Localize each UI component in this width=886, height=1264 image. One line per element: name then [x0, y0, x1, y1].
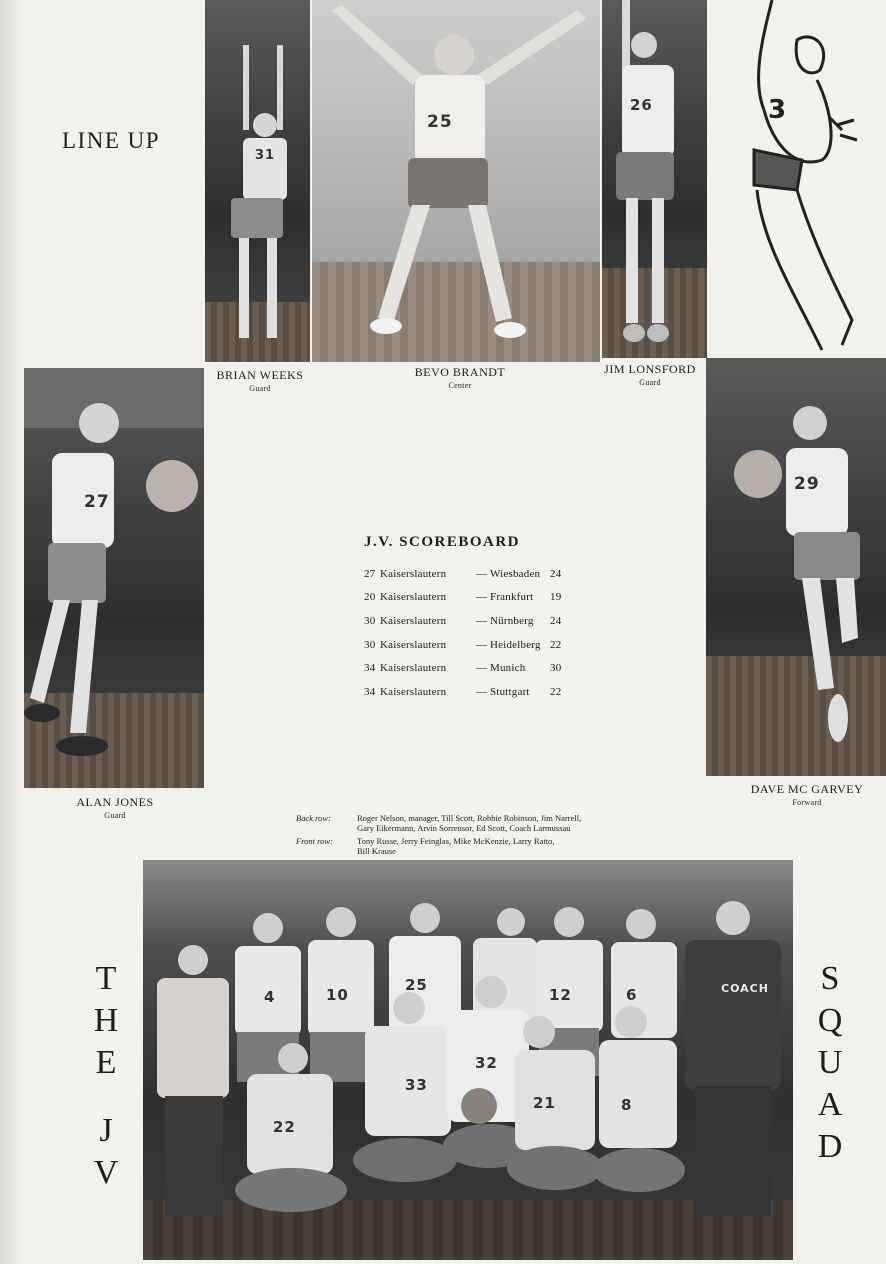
vertical-letter: H: [93, 1002, 119, 1039]
caption-brian-weeks: [210, 369, 310, 395]
roster-back-row: [296, 814, 676, 834]
score-row: [364, 686, 561, 698]
jersey-number: 8: [621, 1096, 633, 1114]
home-team: Kaiserslautern: [380, 686, 447, 698]
home-team: Kaiserslautern: [380, 568, 447, 580]
dash: —: [476, 686, 488, 698]
caption-bevo-brandt: [400, 366, 520, 392]
home-team: Kaiserslautern: [380, 662, 447, 674]
home-score: 20: [364, 591, 376, 603]
jersey-number: 25: [405, 976, 428, 994]
opponent: Munich: [490, 662, 526, 674]
caption-alan-jones: [60, 796, 170, 822]
home-team: Kaiserslautern: [380, 591, 447, 603]
player-position: Center: [448, 381, 472, 390]
dash: —: [476, 639, 488, 651]
opponent: Heidelberg: [490, 639, 541, 651]
score-row: [364, 662, 561, 674]
vertical-letter: Q: [817, 1002, 843, 1039]
player-figure: [602, 0, 707, 358]
jersey-number: 6: [626, 986, 638, 1004]
player-figure: [24, 368, 204, 788]
player-position: Guard: [104, 811, 126, 820]
caption-jim-lonsford: [596, 363, 704, 389]
jersey-number: 22: [273, 1118, 296, 1136]
vertical-letter: V: [93, 1154, 119, 1191]
vertical-letter: U: [817, 1044, 843, 1081]
jersey-number: 27: [84, 492, 110, 512]
player-figure: [706, 358, 886, 776]
home-score: 34: [364, 686, 376, 698]
opponent-score: 19: [550, 591, 562, 603]
front-row-label: Front row:: [296, 836, 333, 846]
home-score: 30: [364, 639, 376, 651]
caption-dave-mcgarvey: [742, 783, 872, 809]
home-score: 34: [364, 662, 376, 674]
jersey-number: 29: [794, 474, 820, 494]
lineup-heading: LINE UP: [62, 128, 161, 153]
vertical-letter: A: [817, 1086, 843, 1123]
player-position: Guard: [249, 384, 271, 393]
jersey-number: 10: [326, 986, 349, 1004]
home-score: 27: [364, 568, 376, 580]
coach-jacket-label: COACH: [721, 982, 769, 995]
jersey-number: 12: [549, 986, 572, 1004]
vertical-letter: J: [99, 1112, 113, 1149]
front-row-names-line1: Tony Russe, Jerry Feinglas, Mike McKenzie, Larry Ratto,: [357, 836, 555, 846]
opponent: Frankfurt: [490, 591, 534, 603]
vertical-letter: S: [820, 960, 840, 997]
player-figure: [205, 0, 310, 362]
team-photo: [143, 860, 793, 1260]
vertical-letter: E: [95, 1044, 117, 1081]
player-figure: [312, 0, 600, 362]
player-name: DAVE MC GARVEY: [750, 782, 864, 796]
front-row-names-line2: Bill Krause: [357, 845, 396, 856]
jersey-number: 25: [427, 112, 453, 132]
score-row: [364, 615, 561, 627]
back-row-label: Back row:: [296, 813, 331, 823]
basketball-sketch-illustration: [742, 0, 872, 360]
photo-bevo-brandt: [312, 0, 600, 362]
score-row: [364, 568, 561, 580]
jersey-number: 33: [405, 1076, 428, 1094]
photo-brian-weeks: [205, 0, 310, 362]
opponent: Stuttgart: [490, 686, 530, 698]
page-spine: [0, 0, 26, 1264]
home-team: Kaiserslautern: [380, 639, 447, 651]
scoreboard-title: J.V. SCOREBOARD: [364, 534, 520, 550]
opponent: Wiesbaden: [490, 568, 541, 580]
opponent-score: 24: [550, 615, 562, 627]
player-name: ALAN JONES: [76, 795, 154, 809]
vertical-letter: T: [95, 960, 117, 997]
jersey-number: 21: [533, 1094, 556, 1112]
back-row-names-line1: Roger Nelson, manager, Till Scott, Robbie Robinson, Jim Narrell,: [357, 813, 582, 823]
opponent-score: 22: [550, 686, 562, 698]
photo-jim-lonsford: [602, 0, 707, 358]
back-row-names-line2: Gary Eikermann, Arvin Sorrensor, Ed Scott, Coach Larmussau: [357, 822, 571, 833]
home-team: Kaiserslautern: [380, 615, 447, 627]
vertical-letter: D: [817, 1128, 843, 1165]
sketch-number: 3: [768, 95, 787, 125]
home-score: 30: [364, 615, 376, 627]
player-position: Guard: [639, 378, 661, 387]
dash: —: [476, 568, 488, 580]
roster-front-row: [296, 837, 676, 857]
opponent-score: 22: [550, 639, 562, 651]
photo-alan-jones: [24, 368, 204, 788]
dash: —: [476, 615, 488, 627]
dash: —: [476, 662, 488, 674]
jersey-number: 32: [475, 1054, 498, 1072]
team-figures: [143, 860, 793, 1260]
player-position: Forward: [792, 798, 822, 807]
player-name: BEVO BRANDT: [414, 365, 506, 379]
opponent-score: 24: [550, 568, 562, 580]
jersey-number: 31: [255, 148, 276, 163]
opponent-score: 30: [550, 662, 562, 674]
photo-dave-mcgarvey: [706, 358, 886, 776]
dash: —: [476, 591, 488, 603]
player-name: BRIAN WEEKS: [216, 368, 304, 382]
score-row: [364, 639, 561, 651]
jersey-number: 26: [630, 96, 653, 114]
player-name: JIM LONSFORD: [604, 362, 696, 376]
jersey-number: 4: [264, 988, 276, 1006]
opponent: Nürnberg: [490, 615, 534, 627]
score-row: [364, 591, 561, 603]
